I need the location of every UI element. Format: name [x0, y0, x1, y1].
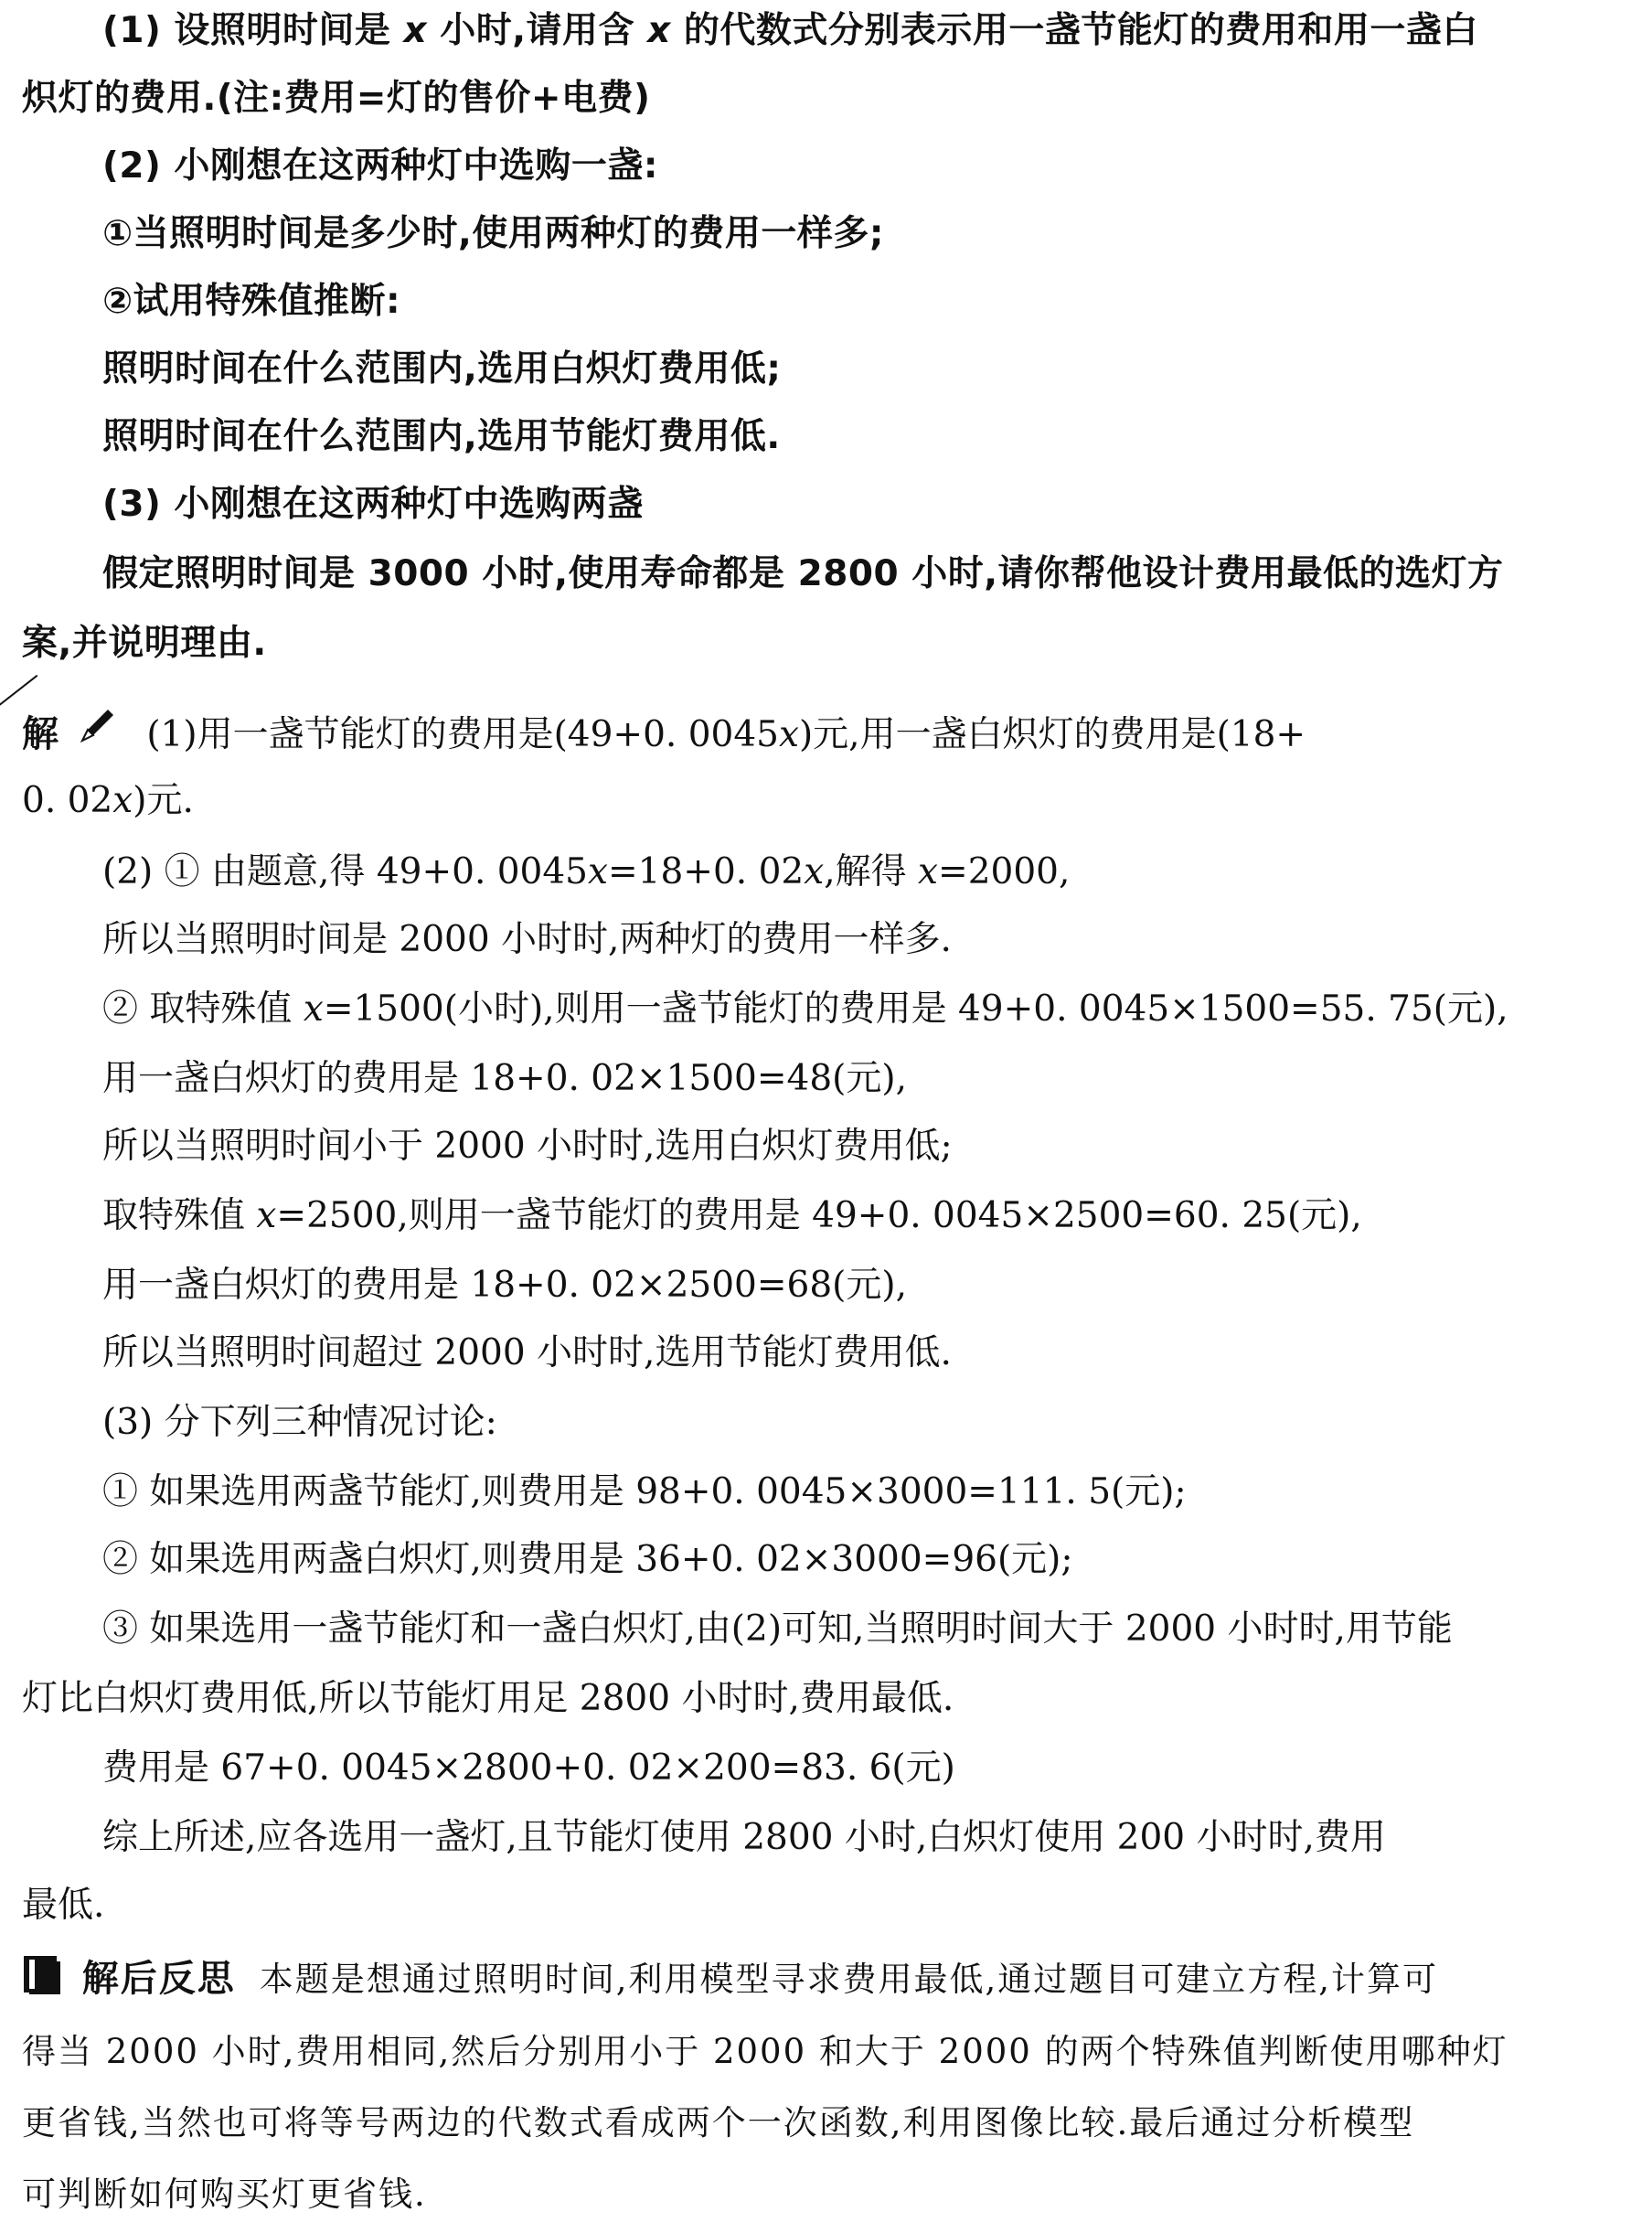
question-part2-item2: ②试用特殊值推断: — [102, 281, 401, 322]
solution-conclusion-line2: 最低. — [22, 1885, 105, 1926]
pencil-icon — [77, 704, 119, 762]
solution-part3-cost: 费用是 67+0. 0045×2800+0. 02×200=83. 6(元) — [102, 1747, 955, 1789]
reflection-line3: 更省钱,当然也可将等号两边的代数式看成两个一次函数,利用图像比较.最后通过分析模型 — [22, 2103, 1415, 2142]
solution-part2-line2: 所以当照明时间是 2000 小时时,两种灯的费用一样多. — [102, 919, 952, 960]
solution-line2: 0. 02x)元. — [22, 780, 194, 821]
question-part3-line2: 案,并说明理由. — [22, 623, 267, 664]
question-part1-line1: (1) 设照明时间是 x 小时,请用含 x 的代数式分别表示用一盏节能灯的费用和用一盏白 — [102, 10, 1478, 51]
solution-part2-line5: 所以当照明时间小于 2000 小时时,选用白炽灯费用低; — [102, 1126, 953, 1167]
question-part3-heading: (3) 小刚想在这两种灯中选购两盏 — [102, 484, 644, 525]
solution-part2-line4: 用一盏白炽灯的费用是 18+0. 02×1500=48(元), — [102, 1058, 907, 1099]
solution-line1: 解 (1)用一盏节能灯的费用是(49+0. 0045x)元,用一盏白炽灯的费用是(18+ — [22, 704, 1306, 759]
reflection-line4: 可判断如何购买灯更省钱. — [22, 2174, 427, 2214]
question-part1-line2: 炽灯的费用.(注:费用=灯的售价+电费) — [22, 78, 651, 119]
solution-part3-case3-line1: ③ 如果选用一盏节能灯和一盏白炽灯,由(2)可知,当照明时间大于 2000 小时时,用节能 — [102, 1608, 1453, 1650]
solution-marker: 解 — [22, 704, 119, 762]
question-part2-item3: 照明时间在什么范围内,选用白炽灯费用低; — [102, 348, 782, 390]
reflection-heading: 解后反思 — [81, 1957, 236, 2000]
solution-part3-case1: ① 如果选用两盏节能灯,则费用是 98+0. 0045×3000=111. 5(元); — [102, 1471, 1187, 1512]
book-icon — [22, 1952, 62, 2013]
solution-part3-case3-line2: 灯比白炽灯费用低,所以节能灯用足 2800 小时时,费用最低. — [22, 1678, 954, 1719]
solution-part3-case2: ② 如果选用两盏白炽灯,则费用是 36+0. 02×3000=96(元); — [102, 1539, 1073, 1580]
reflection-line2: 得当 2000 小时,费用相同,然后分别用小于 2000 和大于 2000 的两个特殊值判断使用哪种灯 — [22, 2032, 1508, 2071]
solution-conclusion-line1: 综上所述,应各选用一盏灯,且节能灯使用 2800 小时,白炽灯使用 200 小时时,费用 — [102, 1817, 1386, 1858]
solution-part2-line8: 所以当照明时间超过 2000 小时时,选用节能灯费用低. — [102, 1332, 952, 1373]
solution-part2-line1: (2) ① 由题意,得 49+0. 0045x=18+0. 02x,解得 x=2000, — [102, 851, 1071, 892]
reflection-line1: 解后反思 本题是想通过照明时间,利用模型寻求费用最低,通过题目可建立方程,计算可 — [22, 1951, 1438, 2006]
solution-part2-line6: 取特殊值 x=2500,则用一盏节能灯的费用是 49+0. 0045×2500=60. 25(元), — [102, 1195, 1362, 1236]
question-part2-item1: ①当照明时间是多少时,使用两种灯的费用一样多; — [102, 213, 884, 254]
solution-part3-heading: (3) 分下列三种情况讨论: — [102, 1402, 497, 1443]
question-part2-item4: 照明时间在什么范围内,选用节能灯费用低. — [102, 416, 781, 457]
question-part3-line1: 假定照明时间是 3000 小时,使用寿命都是 2800 小时,请你帮他设计费用最低的选灯方 — [102, 553, 1504, 594]
solution-part2-line7: 用一盏白炽灯的费用是 18+0. 02×2500=68(元), — [102, 1265, 907, 1306]
question-part2-heading: (2) 小刚想在这两种灯中选购一盏: — [102, 145, 658, 187]
solution-part2-line3: ② 取特殊值 x=1500(小时),则用一盏节能灯的费用是 49+0. 0045×1500=55. 75(元), — [102, 988, 1508, 1030]
